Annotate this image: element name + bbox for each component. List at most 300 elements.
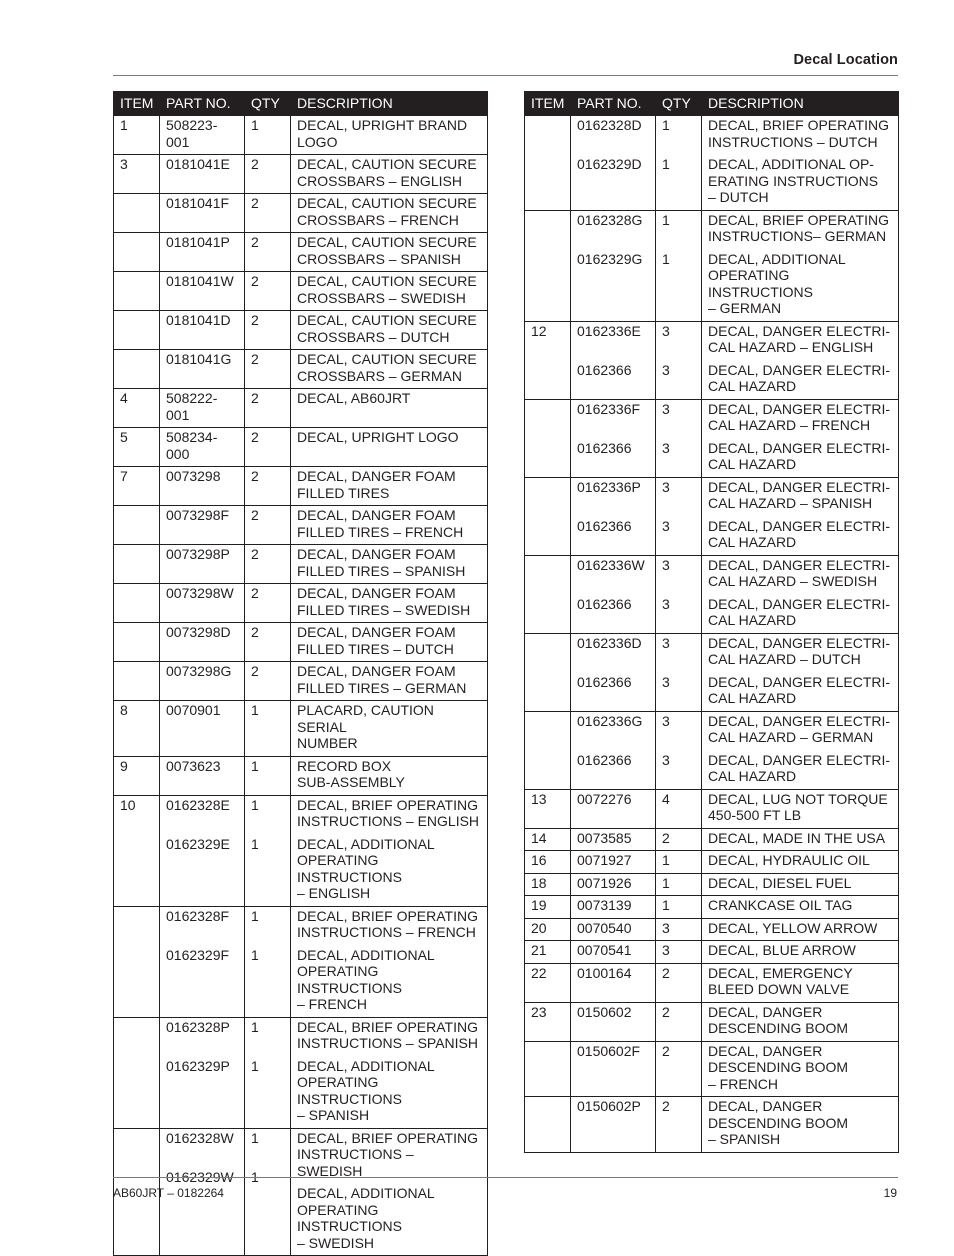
column-header-item: ITEM bbox=[114, 92, 160, 116]
item-cell bbox=[525, 210, 571, 321]
qty-value: 3 bbox=[662, 673, 670, 690]
item-cell: 7 bbox=[114, 467, 160, 506]
table-row bbox=[525, 399, 899, 477]
part-number-value: 0072276 bbox=[577, 790, 632, 807]
description-value: DECAL, BRIEF OPERATING INSTRUCTIONS – ENGLISH bbox=[297, 796, 480, 829]
table-row bbox=[114, 756, 488, 795]
part-number-value: 0162328E bbox=[166, 796, 230, 813]
description-cell bbox=[702, 941, 899, 964]
description-value: DECAL, DIESEL FUEL bbox=[708, 874, 852, 891]
qty-cell bbox=[245, 350, 291, 389]
table-row bbox=[114, 1017, 488, 1128]
description-value: DECAL, UPRIGHT LOGO bbox=[297, 429, 459, 445]
qty-value: 1 bbox=[251, 835, 259, 852]
part-number-cell bbox=[571, 633, 656, 711]
part-number-cell bbox=[571, 711, 656, 789]
qty-value: 1 bbox=[662, 156, 670, 172]
description-value: DECAL, CAUTION SECURE CROSSBARS – DUTCH bbox=[297, 312, 477, 345]
table-row bbox=[525, 477, 899, 555]
qty-cell bbox=[656, 873, 702, 896]
qty-value: 2 bbox=[662, 1042, 670, 1059]
description-cell bbox=[291, 584, 488, 623]
description-value: DECAL, DANGER FOAM FILLED TIRES bbox=[297, 468, 456, 501]
description-value: DECAL, DANGER ELECTRI- CAL HAZARD – FRENCH bbox=[708, 400, 891, 433]
part-number-value: 0071927 bbox=[577, 852, 632, 868]
item-cell: 16 bbox=[525, 851, 571, 874]
description-cell bbox=[291, 506, 488, 545]
description-value: DECAL, CAUTION SECURE CROSSBARS – SWEDISH bbox=[297, 273, 477, 306]
qty-value: 1 bbox=[662, 852, 670, 868]
part-number-value: 0162328P bbox=[166, 1018, 230, 1035]
table-row bbox=[114, 272, 488, 311]
qty-cell bbox=[245, 389, 291, 428]
part-number-value: 0162329F bbox=[166, 946, 230, 963]
description-value: DECAL, LUG NOT TORQUE 450-500 FT LB bbox=[708, 790, 888, 823]
qty-value: 2 bbox=[251, 390, 259, 406]
description-value: DECAL, DANGER FOAM FILLED TIRES – GERMAN bbox=[297, 663, 467, 696]
part-number-value: 0162329W bbox=[166, 1168, 234, 1185]
description-cell bbox=[702, 116, 899, 211]
item-cell bbox=[114, 506, 160, 545]
part-number-value: 0073298D bbox=[166, 624, 231, 640]
description-value: PLACARD, CAUTION SERIAL NUMBER bbox=[297, 702, 434, 751]
part-number-value: 0073623 bbox=[166, 757, 221, 774]
qty-value: 3 bbox=[662, 517, 670, 534]
part-number-value: 0162366 bbox=[577, 439, 632, 456]
item-cell: 9 bbox=[114, 756, 160, 795]
item-cell bbox=[525, 477, 571, 555]
table-row bbox=[525, 1097, 899, 1153]
qty-cell bbox=[656, 1041, 702, 1097]
table-row bbox=[114, 194, 488, 233]
qty-cell bbox=[245, 467, 291, 506]
part-number-value: 0162366 bbox=[577, 361, 632, 378]
part-number-value: 0162336F bbox=[577, 400, 641, 417]
description-value: DECAL, BRIEF OPERATING INSTRUCTIONS– GERMAN bbox=[708, 211, 889, 244]
part-number-cell bbox=[571, 321, 656, 399]
part-number-cell bbox=[160, 545, 245, 584]
item-cell bbox=[525, 711, 571, 789]
description-cell bbox=[291, 906, 488, 1017]
part-number-value: 0073298P bbox=[166, 546, 230, 562]
part-number-value: 0162328G bbox=[577, 211, 643, 228]
table-row bbox=[114, 662, 488, 701]
description-value: RECORD BOX SUB-ASSEMBLY bbox=[297, 757, 405, 790]
qty-cell bbox=[656, 210, 702, 321]
part-number-cell bbox=[571, 918, 656, 941]
part-number-cell bbox=[571, 896, 656, 919]
description-value: DECAL, DANGER DESCENDING BOOM – SPANISH bbox=[708, 1098, 849, 1147]
qty-value: 1 bbox=[662, 897, 670, 913]
part-number-value: 0150602F bbox=[577, 1042, 641, 1059]
qty-value: 3 bbox=[662, 595, 670, 612]
item-cell: 5 bbox=[114, 428, 160, 467]
description-value: DECAL, EMERGENCY BLEED DOWN VALVE bbox=[708, 964, 853, 997]
description-cell bbox=[291, 795, 488, 906]
parts-table-right bbox=[524, 91, 899, 1153]
qty-value: 3 bbox=[662, 400, 670, 417]
qty-cell bbox=[245, 428, 291, 467]
qty-cell bbox=[656, 116, 702, 211]
qty-value: 3 bbox=[662, 361, 670, 378]
item-cell bbox=[114, 906, 160, 1017]
part-number-cell bbox=[160, 756, 245, 795]
part-number-cell bbox=[571, 941, 656, 964]
qty-cell bbox=[656, 896, 702, 919]
table-header-row bbox=[114, 92, 488, 116]
description-cell bbox=[291, 756, 488, 795]
description-value: DECAL, DANGER FOAM FILLED TIRES – FRENCH bbox=[297, 507, 464, 540]
item-cell bbox=[525, 555, 571, 633]
item-cell bbox=[114, 623, 160, 662]
table-row bbox=[114, 389, 488, 428]
description-value: DECAL, DANGER DESCENDING BOOM bbox=[708, 1003, 849, 1036]
item-cell: 8 bbox=[114, 701, 160, 757]
qty-cell bbox=[245, 233, 291, 272]
part-number-value: 0181041D bbox=[166, 312, 231, 328]
qty-cell bbox=[656, 828, 702, 851]
qty-cell bbox=[245, 795, 291, 906]
page-title: Decal Location bbox=[793, 52, 898, 68]
part-number-value: 508223-001 bbox=[166, 117, 218, 150]
description-value: DECAL, DANGER ELECTRI- CAL HAZARD – ENGLISH bbox=[708, 322, 891, 355]
description-value: DECAL, ADDITIONAL OPERATING INSTRUCTIONS – GERMAN bbox=[708, 250, 846, 316]
item-cell bbox=[114, 662, 160, 701]
description-cell bbox=[702, 1002, 899, 1041]
description-cell bbox=[702, 321, 899, 399]
part-number-cell bbox=[160, 155, 245, 194]
part-number-cell bbox=[160, 272, 245, 311]
item-cell bbox=[525, 1041, 571, 1097]
part-number-value: 0181041G bbox=[166, 351, 232, 367]
qty-cell bbox=[245, 155, 291, 194]
item-cell: 21 bbox=[525, 941, 571, 964]
qty-value: 1 bbox=[662, 874, 670, 891]
table-row bbox=[525, 828, 899, 851]
qty-value: 1 bbox=[662, 250, 670, 267]
table-row bbox=[114, 584, 488, 623]
part-number-cell bbox=[160, 1017, 245, 1128]
part-number-value: 0162366 bbox=[577, 595, 632, 612]
description-value: DECAL, ADDITIONAL OP- ERATING INSTRUCTIONS – DUTCH bbox=[708, 156, 879, 205]
part-number-cell bbox=[160, 906, 245, 1017]
part-number-cell bbox=[571, 399, 656, 477]
description-cell bbox=[702, 477, 899, 555]
qty-value: 2 bbox=[251, 546, 259, 562]
qty-cell bbox=[245, 272, 291, 311]
table-row bbox=[114, 233, 488, 272]
qty-value: 3 bbox=[662, 478, 670, 495]
qty-value: 2 bbox=[251, 624, 259, 640]
table-row bbox=[525, 918, 899, 941]
part-number-value: 0162366 bbox=[577, 673, 632, 690]
qty-value: 2 bbox=[662, 829, 670, 846]
description-cell bbox=[702, 873, 899, 896]
qty-value: 3 bbox=[662, 919, 670, 936]
table-row bbox=[114, 155, 488, 194]
qty-cell bbox=[245, 545, 291, 584]
table-row bbox=[525, 555, 899, 633]
description-value: DECAL, DANGER ELECTRI- CAL HAZARD bbox=[708, 517, 891, 550]
part-number-value: 0162329G bbox=[577, 250, 643, 267]
item-cell bbox=[114, 584, 160, 623]
table-row bbox=[114, 116, 488, 155]
table-row bbox=[525, 711, 899, 789]
table-row bbox=[525, 1041, 899, 1097]
item-cell bbox=[525, 633, 571, 711]
qty-value: 2 bbox=[251, 312, 259, 328]
part-number-value: 508222-001 bbox=[166, 390, 218, 423]
qty-value: 3 bbox=[662, 942, 670, 958]
part-number-value: 0181041F bbox=[166, 195, 230, 211]
qty-value: 2 bbox=[251, 351, 259, 367]
part-number-value: 0100164 bbox=[577, 964, 632, 981]
part-number-cell bbox=[571, 210, 656, 321]
description-value: DECAL, CAUTION SECURE CROSSBARS – SPANISH bbox=[297, 234, 477, 267]
qty-cell bbox=[245, 623, 291, 662]
qty-cell bbox=[245, 701, 291, 757]
description-cell bbox=[702, 896, 899, 919]
part-number-cell bbox=[571, 1002, 656, 1041]
column-header-description: DESCRIPTION bbox=[291, 92, 488, 116]
table-header-row bbox=[525, 92, 899, 116]
description-value: DECAL, AB60JRT bbox=[297, 390, 411, 406]
part-number-value: 0181041P bbox=[166, 234, 230, 250]
description-cell bbox=[291, 662, 488, 701]
part-number-value: 0162329E bbox=[166, 835, 230, 852]
qty-cell bbox=[245, 194, 291, 233]
qty-cell bbox=[656, 941, 702, 964]
description-value: DECAL, DANGER ELECTRI- CAL HAZARD – GERMAN bbox=[708, 712, 891, 745]
part-number-value: 0070901 bbox=[166, 702, 221, 718]
qty-cell bbox=[245, 584, 291, 623]
item-cell bbox=[114, 194, 160, 233]
part-number-cell bbox=[571, 477, 656, 555]
part-number-cell bbox=[160, 311, 245, 350]
qty-value: 3 bbox=[662, 322, 670, 339]
description-value: DECAL, DANGER DESCENDING BOOM – FRENCH bbox=[708, 1042, 849, 1092]
description-value: DECAL, MADE IN THE USA bbox=[708, 829, 886, 846]
description-cell bbox=[291, 701, 488, 757]
table-row bbox=[114, 701, 488, 757]
part-number-cell bbox=[571, 555, 656, 633]
part-number-value: 0073298G bbox=[166, 663, 232, 679]
part-number-value: 0162336P bbox=[577, 478, 641, 495]
qty-cell bbox=[245, 662, 291, 701]
description-cell bbox=[702, 1097, 899, 1153]
description-cell bbox=[291, 194, 488, 233]
item-cell bbox=[525, 116, 571, 211]
part-number-cell bbox=[160, 701, 245, 757]
part-number-value: 0162328W bbox=[166, 1129, 234, 1146]
table-row bbox=[525, 321, 899, 399]
table-row bbox=[114, 623, 488, 662]
qty-cell bbox=[656, 1002, 702, 1041]
description-cell bbox=[291, 272, 488, 311]
qty-value: 2 bbox=[662, 1098, 670, 1114]
column-header-part-no: PART NO. bbox=[160, 92, 245, 116]
qty-value: 2 bbox=[251, 507, 259, 523]
part-number-cell bbox=[571, 963, 656, 1002]
part-number-value: 0181041E bbox=[166, 156, 230, 172]
qty-value: 2 bbox=[251, 585, 259, 601]
table-row bbox=[525, 789, 899, 828]
table-row bbox=[114, 545, 488, 584]
item-cell bbox=[114, 233, 160, 272]
qty-cell bbox=[245, 1017, 291, 1128]
qty-value: 3 bbox=[662, 751, 670, 768]
description-cell bbox=[702, 789, 899, 828]
part-number-value: 0162336W bbox=[577, 556, 645, 573]
qty-cell bbox=[656, 711, 702, 789]
qty-value: 1 bbox=[662, 211, 670, 228]
table-row bbox=[114, 311, 488, 350]
part-number-value: 0181041W bbox=[166, 273, 234, 289]
qty-value: 2 bbox=[251, 195, 259, 211]
description-cell bbox=[291, 311, 488, 350]
qty-cell bbox=[656, 399, 702, 477]
column-header-description: DESCRIPTION bbox=[702, 92, 899, 116]
part-number-value: 0162336G bbox=[577, 712, 643, 729]
column-header-part-no: PART NO. bbox=[571, 92, 656, 116]
description-value: DECAL, CAUTION SECURE CROSSBARS – GERMAN bbox=[297, 351, 477, 384]
description-value: DECAL, DANGER FOAM FILLED TIRES – SPANISH bbox=[297, 546, 466, 579]
description-value: DECAL, YELLOW ARROW bbox=[708, 919, 878, 936]
description-cell bbox=[291, 428, 488, 467]
description-value: DECAL, ADDITIONAL OPERATING INSTRUCTIONS – SWEDISH bbox=[297, 1185, 435, 1251]
part-number-cell bbox=[160, 428, 245, 467]
qty-value: 2 bbox=[251, 429, 259, 445]
description-value: DECAL, BRIEF OPERATING INSTRUCTIONS – FRENCH bbox=[297, 907, 478, 940]
part-number-value: 508234-000 bbox=[166, 429, 218, 462]
description-cell bbox=[291, 1017, 488, 1128]
description-cell bbox=[702, 828, 899, 851]
description-cell bbox=[702, 633, 899, 711]
qty-value: 2 bbox=[251, 234, 259, 250]
part-number-cell bbox=[160, 350, 245, 389]
qty-value: 2 bbox=[251, 663, 259, 679]
qty-value: 4 bbox=[662, 790, 670, 807]
table-row bbox=[525, 1002, 899, 1041]
qty-value: 1 bbox=[251, 946, 259, 963]
qty-value: 1 bbox=[251, 907, 259, 924]
part-number-cell bbox=[160, 233, 245, 272]
description-value: DECAL, DANGER ELECTRI- CAL HAZARD bbox=[708, 361, 891, 394]
part-number-cell bbox=[160, 194, 245, 233]
description-cell bbox=[702, 711, 899, 789]
table-row bbox=[525, 851, 899, 874]
table-row bbox=[525, 873, 899, 896]
description-cell bbox=[291, 389, 488, 428]
description-value: DECAL, BRIEF OPERATING INSTRUCTIONS – SWEDISH bbox=[297, 1129, 478, 1179]
qty-cell bbox=[656, 555, 702, 633]
item-cell: 14 bbox=[525, 828, 571, 851]
description-cell bbox=[702, 1041, 899, 1097]
part-number-value: 0073585 bbox=[577, 829, 632, 846]
document-id: AB60JRT – 0182264 bbox=[113, 1186, 224, 1200]
description-value: DECAL, DANGER ELECTRI- CAL HAZARD bbox=[708, 673, 891, 706]
column-header-qty: QTY bbox=[656, 92, 702, 116]
qty-value: 2 bbox=[662, 964, 670, 981]
item-cell: 13 bbox=[525, 789, 571, 828]
qty-cell bbox=[656, 1097, 702, 1153]
column-header-qty: QTY bbox=[245, 92, 291, 116]
item-cell bbox=[114, 350, 160, 389]
part-number-cell bbox=[160, 662, 245, 701]
qty-cell bbox=[656, 477, 702, 555]
qty-cell bbox=[245, 1128, 291, 1256]
header-divider bbox=[113, 75, 898, 76]
description-cell bbox=[702, 963, 899, 1002]
part-number-value: 0073139 bbox=[577, 897, 632, 913]
item-cell bbox=[114, 272, 160, 311]
description-value: DECAL, ADDITIONAL OPERATING INSTRUCTIONS – FRENCH bbox=[297, 946, 435, 1012]
table-row bbox=[525, 633, 899, 711]
part-number-value: 0162329P bbox=[166, 1057, 230, 1074]
part-number-cell bbox=[571, 873, 656, 896]
table-row bbox=[525, 963, 899, 1002]
part-number-value: 0150602P bbox=[577, 1098, 641, 1114]
description-cell bbox=[291, 350, 488, 389]
qty-value: 1 bbox=[251, 1168, 259, 1185]
qty-value: 1 bbox=[251, 1057, 259, 1074]
description-value: DECAL, CAUTION SECURE CROSSBARS – ENGLISH bbox=[297, 156, 477, 189]
description-value: DECAL, DANGER ELECTRI- CAL HAZARD – DUTCH bbox=[708, 634, 891, 667]
table-row bbox=[114, 467, 488, 506]
part-number-value: 0150602 bbox=[577, 1003, 632, 1020]
qty-value: 1 bbox=[251, 117, 259, 133]
part-number-cell bbox=[160, 116, 245, 155]
description-cell bbox=[291, 545, 488, 584]
item-cell: 12 bbox=[525, 321, 571, 399]
part-number-value: 0073298 bbox=[166, 468, 221, 484]
table-row bbox=[114, 795, 488, 906]
part-number-cell bbox=[160, 389, 245, 428]
description-value: DECAL, DANGER FOAM FILLED TIRES – SWEDISH bbox=[297, 585, 471, 618]
part-number-cell bbox=[571, 828, 656, 851]
table-row bbox=[525, 210, 899, 321]
qty-cell bbox=[656, 851, 702, 874]
qty-cell bbox=[245, 116, 291, 155]
table-row bbox=[114, 428, 488, 467]
description-value: DECAL, DANGER ELECTRI- CAL HAZARD – SPANISH bbox=[708, 478, 891, 511]
part-number-cell bbox=[571, 851, 656, 874]
description-cell bbox=[291, 1128, 488, 1256]
table-row bbox=[114, 906, 488, 1017]
part-number-value: 0162336E bbox=[577, 322, 641, 339]
item-cell: 20 bbox=[525, 918, 571, 941]
item-cell: 22 bbox=[525, 963, 571, 1002]
part-number-value: 0073298F bbox=[166, 507, 230, 523]
description-value: DECAL, CAUTION SECURE CROSSBARS – FRENCH bbox=[297, 195, 477, 228]
part-number-cell bbox=[160, 506, 245, 545]
qty-value: 3 bbox=[662, 634, 670, 651]
qty-cell bbox=[656, 918, 702, 941]
item-cell bbox=[114, 1017, 160, 1128]
description-value: DECAL, DANGER ELECTRI- CAL HAZARD bbox=[708, 751, 891, 784]
qty-cell bbox=[656, 963, 702, 1002]
description-cell bbox=[702, 210, 899, 321]
description-value: DECAL, ADDITIONAL OPERATING INSTRUCTIONS – ENGLISH bbox=[297, 835, 435, 901]
item-cell: 19 bbox=[525, 896, 571, 919]
part-number-value: 0162329D bbox=[577, 156, 642, 172]
qty-cell bbox=[245, 906, 291, 1017]
description-cell bbox=[291, 116, 488, 155]
part-number-value: 0162328D bbox=[577, 117, 642, 133]
part-number-cell bbox=[160, 623, 245, 662]
item-cell bbox=[525, 399, 571, 477]
description-value: DECAL, DANGER FOAM FILLED TIRES – DUTCH bbox=[297, 624, 456, 657]
